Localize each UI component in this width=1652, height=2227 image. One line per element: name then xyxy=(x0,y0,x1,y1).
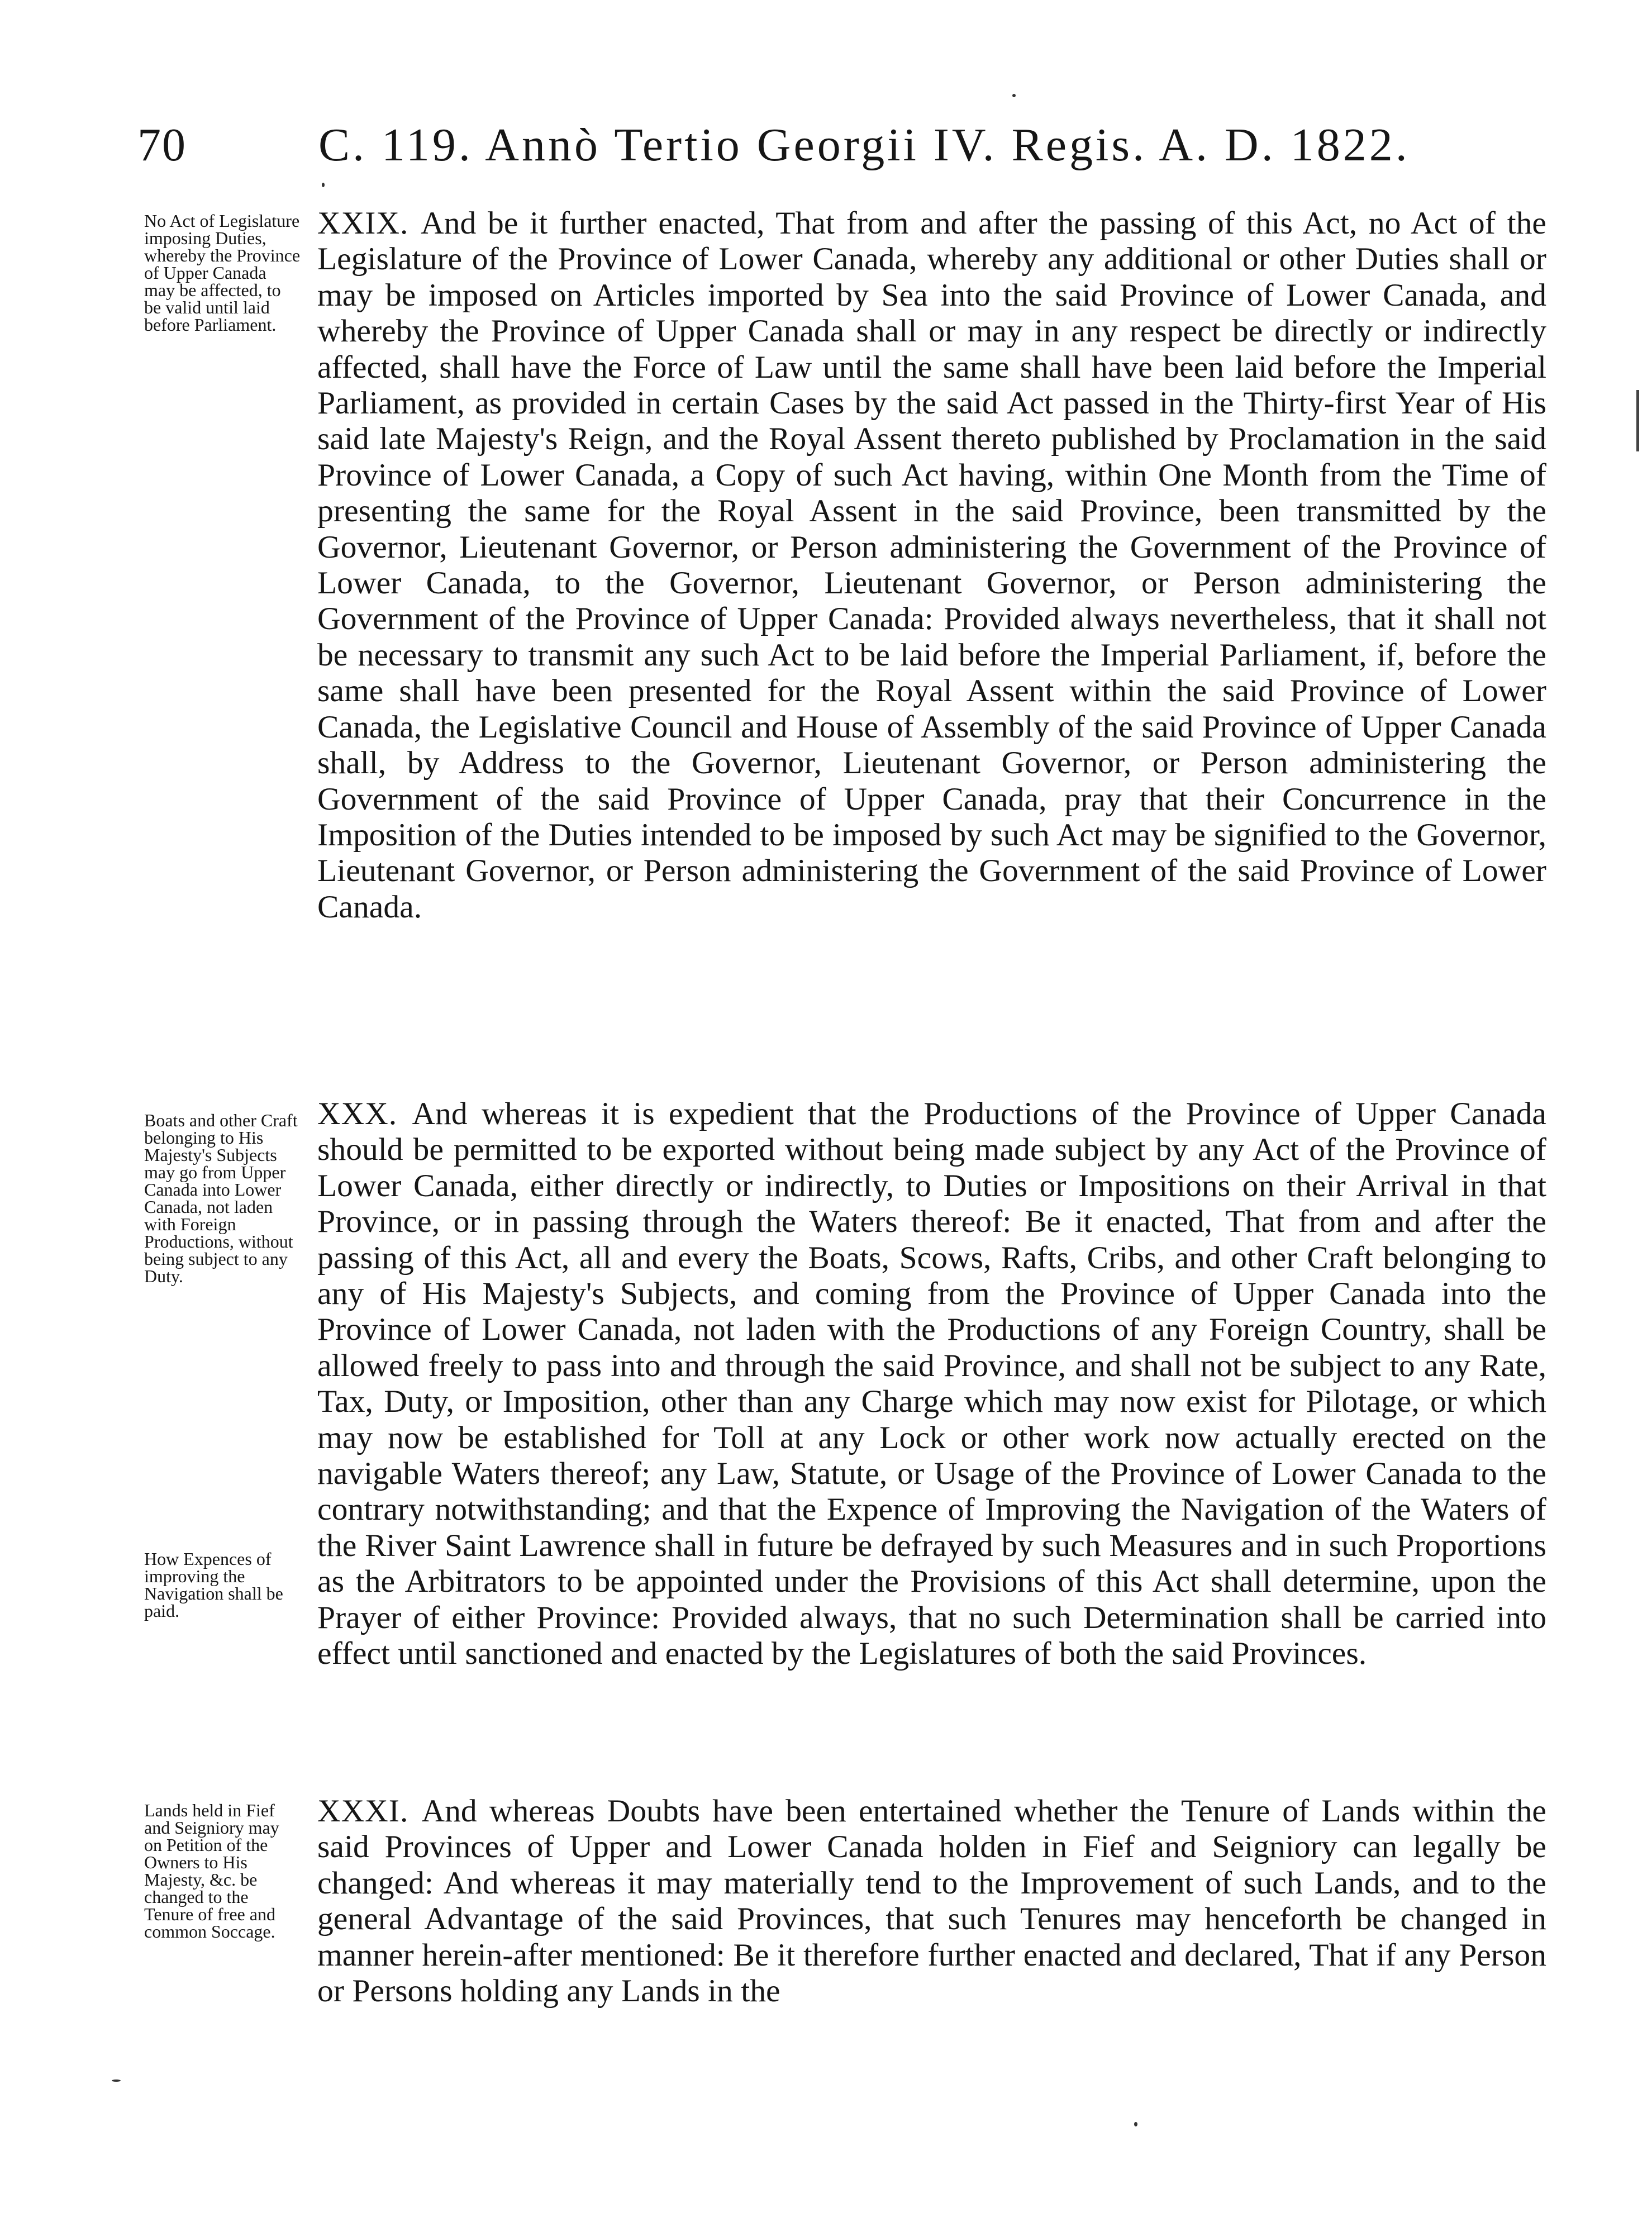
margin-note-act-of-legislature: No Act of Legislature imposing Duties, whereby the Province of Upper Canada may be affected, to be valid until laid before Parliament. xyxy=(144,212,301,335)
scan-speck xyxy=(1134,2122,1137,2126)
margin-note-expences-navigation: How Expences of improving the Navigation shall be paid. xyxy=(144,1550,283,1621)
margin-note-lands-in-fief: Lands held in Fief and Seigniory may on Petition of the Owners to His Majesty, &c. be changed to the Tenure of free and common Soccage. xyxy=(144,1802,279,1942)
scan-speck xyxy=(1012,94,1016,97)
section-number: XXX. xyxy=(317,1096,412,1131)
page-header xyxy=(0,115,1652,176)
section-text: And whereas it is expedient that the Productions of the Province of Upper Canada should be permitted to be exported without being made subject by any Act of the Province of Lower Canada, either directly or indirectly, to Duties or Impositions on their Arrival in that Province, or in passing through the Waters thereof: Be it enacted, That from and after the passing of this Act, all and every the Boats, Scows, Rafts, Cribs, and other Craft belonging to any of His Majesty's Subjects, and coming from the Province of Upper Canada into the Province of Lower Canada, not laden with the Productions of any Foreign Country, shall be allowed freely to pass into and through the said Province, and shall not be subject to any Rate, Tax, Duty, or Imposition, other than any Charge which may now exist for Pilotage, or which may now be established for Toll at any Lock or other work now actually erected on the navigable Waters thereof; any Law, Statute, or Usage of the Province of Lower Canada to the contrary notwithstanding; and that the Expence of Improving the Navigation of the Waters of the River Saint Lawrence shall in future be defrayed by such Measures and in such Proportions as the Arbitrators to be appointed under the Provisions of this Act shall determine, upon the Prayer of either Province: Provided always, that no such Determination shall be carried into effect until sanctioned and enacted by the Legislatures of both the said Provinces. xyxy=(317,1096,1546,1672)
section-text: And be it further enacted, That from and after the passing of this Act, no Act of the Legislature of the Province of Lower Canada, whereby any additional or other Duties shall or may be imposed on Articles imported by Sea into the said Province of Lower Canada, and whereby the Province of Upper Canada shall or may in any respect be directly or indirectly affected, shall have the Force of Law until the same shall have been laid before the Imperial Parliament, as provided in certain Cases by the said Act passed in the Thirty-first Year of His said late Majesty's Reign, and the Royal Assent thereto published by Proclamation in the said Province of Lower Canada, a Copy of such Act having, within One Month from the Time of presenting the same for the Royal Assent in the said Province, been transmitted by the Governor, Lieutenant Governor, or Person administering the Government of the Province of Lower Canada, to the Governor, Lieutenant Governor, or Person administering the Government of the Province of Upper Canada: Provided always nevertheless, that it shall not be necessary to transmit any such Act to be laid before the Imperial Parliament, if, before the same shall have been presented for the Royal Assent within the said Province of Lower Canada, the Legislative Council and House of Assembly of the said Province of Upper Canada shall, by Address to the Governor, Lieutenant Governor, or Person administering the Government of the said Province of Upper Canada, pray that their Concurrence in the Imposition of the Duties intended to be imposed by such Act may be signified to the Governor, Lieutenant Governor, or Person administering the Government of the said Province of Lower Canada. xyxy=(317,206,1546,925)
section-xxxi xyxy=(317,1793,1546,2017)
section-number: XXIX. xyxy=(317,206,421,241)
margin-note-boats-and-craft: Boats and other Craft belonging to His Majesty's Subjects may go from Upper Canada into Lower Canada, not laden with Foreign Productions, without being subject to any Duty. xyxy=(144,1112,298,1286)
section-number: XXXI. xyxy=(317,1793,422,1829)
section-text: And whereas Doubts have been entertained whether the Tenure of Lands within the said Provinces of Upper and Lower Canada holden in Fief and Seigniory can legally be changed: And whereas it may materially tend to the Improvement of such Lands, and to the general Advantage of the said Provinces, that such Tenures may henceforth be changed in manner herein-after mentioned: Be it therefore further enacted and declared, That if any Person or Persons holding any Lands in the xyxy=(317,1793,1546,2009)
scan-edge-mark xyxy=(1636,390,1639,451)
section-xxix xyxy=(317,206,1546,1077)
running-title: C. 119. Annò Tertio Georgii IV. Regis. A. D. 1822. xyxy=(318,119,1410,171)
scan-speck xyxy=(322,183,325,187)
scan-speck xyxy=(112,2080,121,2082)
page-number: 70 xyxy=(137,119,187,171)
section-xxx xyxy=(317,1096,1546,1772)
